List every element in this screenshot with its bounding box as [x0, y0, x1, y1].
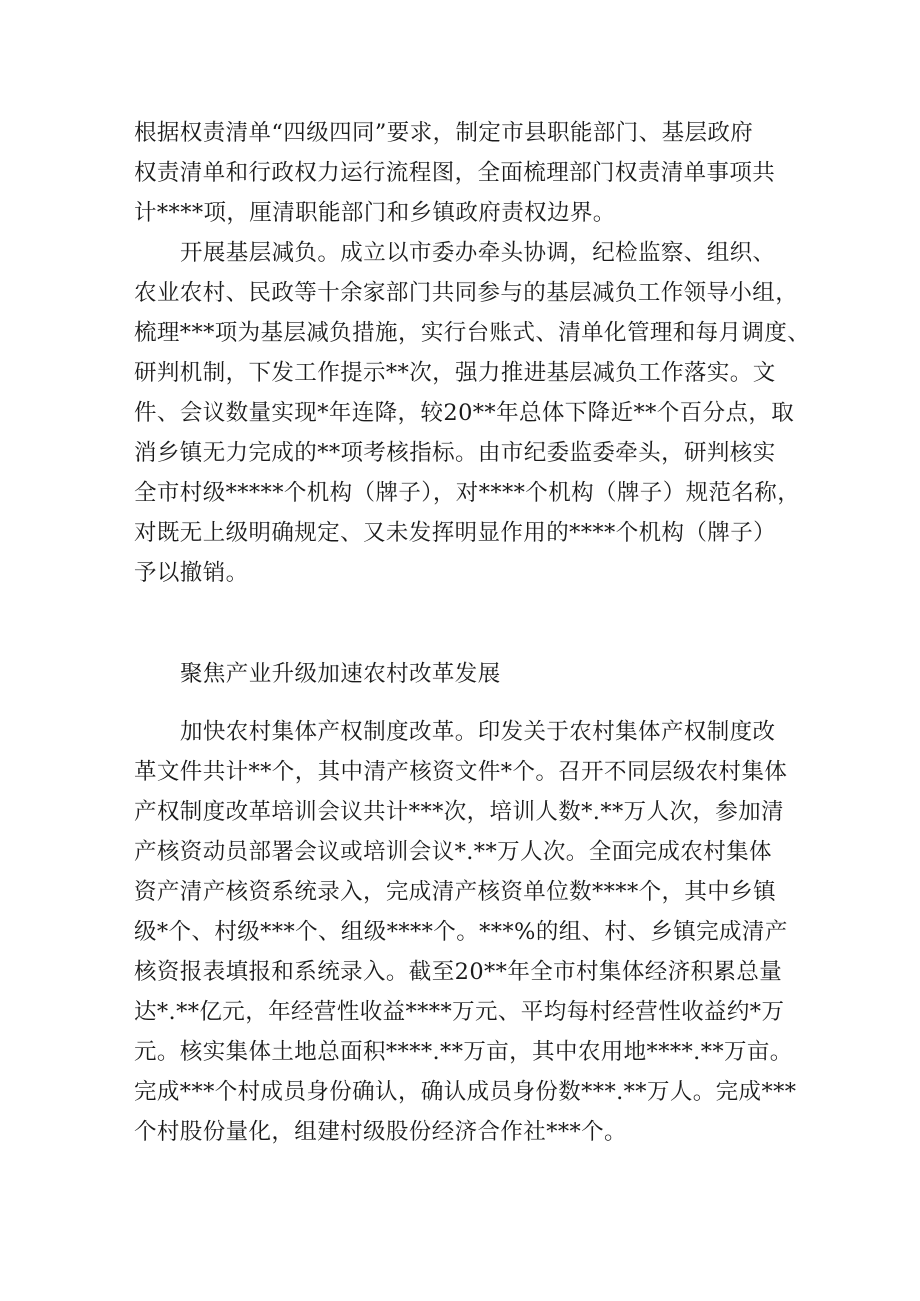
paragraph-line: 计****项，厘清职能部门和乡镇政府责权边界。 — [134, 200, 616, 226]
section-heading — [134, 654, 794, 694]
paragraph-line: 予以撤销。 — [134, 560, 249, 586]
paragraph-line: 开展基层减负。成立以市委办牵头协调，纪检监察、组织、 — [180, 240, 776, 266]
paragraph-line: 梳理***项为基层减负措施，实行台账式、清单化管理和每月调度、 — [134, 320, 811, 346]
paragraph-line: 加快农村集体产权制度改革。印发关于农村集体产权制度改 — [180, 719, 776, 745]
paragraph-line: 全市村级*****个机构（牌子），对****个机构（牌子）规范名称， — [134, 480, 801, 506]
section-heading-text: 聚焦产业升级加速农村改革发展 — [180, 661, 501, 687]
paragraph-line: 权责清单和行政权力运行流程图，全面梳理部门权责清单事项共 — [134, 160, 776, 186]
paragraph-line: 对既无上级明确规定、又未发挥明显作用的****个机构（牌子） — [134, 520, 777, 546]
paragraph-collective-property-reform — [134, 712, 797, 1152]
paragraph-line: 产权制度改革培训会议共计***次，培训人数*.**万人次，参加清 — [134, 799, 784, 825]
paragraph-line: 个村股份量化，组建村级股份经济合作社***个。 — [134, 1119, 627, 1145]
paragraph-line: 革文件共计**个，其中清产核资文件*个。召开不同层级农村集体 — [134, 759, 788, 785]
paragraph-line: 完成***个村成员身份确认，确认成员身份数***.**万人。完成*** — [134, 1079, 797, 1105]
paragraph-line: 消乡镇无力完成的**项考核指标。由市纪委监委牵头，研判核实 — [134, 440, 776, 466]
paragraph-line: 产核资动员部署会议或培训会议*.**万人次。全面完成农村集体 — [134, 839, 772, 865]
paragraph-power-list — [134, 113, 794, 233]
paragraph-line: 核资报表填报和系统录入。截至20**年全市村集体经济积累总量 — [134, 959, 783, 985]
paragraph-line: 达*.**亿元，年经营性收益****万元、平均每村经营性收益约*万 — [134, 999, 785, 1025]
paragraph-line: 资产清产核资系统录入，完成清产核资单位数****个，其中乡镇 — [134, 879, 777, 905]
paragraph-line: 研判机制，下发工作提示**次，强力推进基层减负工作落实。文 — [134, 360, 776, 386]
paragraph-grassroots-burden-reduction — [134, 233, 811, 593]
paragraph-line: 元。核实集体土地总面积****.**万亩，其中农用地****.**万亩。 — [134, 1039, 793, 1065]
paragraph-line: 件、会议数量实现*年连降，较20**年总体下降近**个百分点，取 — [134, 400, 795, 426]
paragraph-line: 根据权责清单“四级四同”要求，制定市县职能部门、基层政府 — [134, 120, 754, 146]
paragraph-line: 级*个、村级***个、组级****个。***%的组、村、乡镇完成清产 — [134, 919, 788, 945]
paragraph-line: 农业农村、民政等十余家部门共同参与的基层减负工作领导小组， — [134, 280, 799, 306]
